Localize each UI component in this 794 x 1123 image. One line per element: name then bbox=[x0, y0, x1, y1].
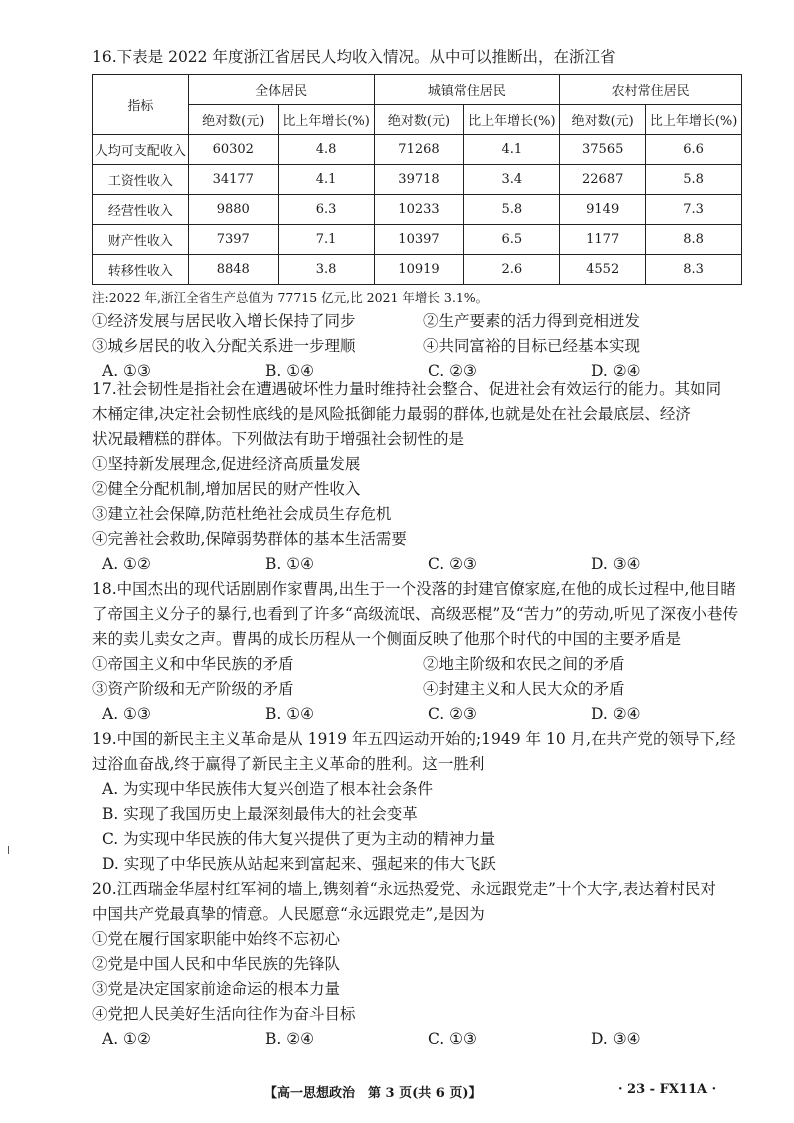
question-20 bbox=[92, 877, 754, 1052]
table-corner: 指标 bbox=[93, 75, 189, 135]
q17-stem-line: 17.社会韧性是指社会在遭遇破坏性力量时维持社会整合、促进社会有效运行的能力。其如同 bbox=[92, 380, 722, 398]
table-cell: 71268 bbox=[374, 135, 464, 165]
table-cell: 4.1 bbox=[464, 135, 560, 165]
sub-header: 绝对数(元) bbox=[188, 105, 278, 135]
question-19 bbox=[92, 727, 754, 877]
table-cell: 4.1 bbox=[278, 165, 374, 195]
q19-stem-line: 过浴血奋战,终于赢得了新民主主义革命的胜利。这一胜利 bbox=[92, 755, 485, 773]
q16-item: ①经济发展与居民收入增长保持了同步 bbox=[92, 312, 356, 330]
q18-option-b: B. ①④ bbox=[265, 705, 315, 723]
q16-items-row1 bbox=[92, 309, 754, 334]
row-label: 转移性收入 bbox=[93, 255, 189, 285]
q18-items-row1 bbox=[92, 652, 754, 677]
q20-option-b: B. ②④ bbox=[265, 1030, 315, 1048]
q17-option-d: D. ③④ bbox=[591, 555, 641, 573]
table-cell: 5.8 bbox=[646, 165, 742, 195]
group-header: 全体居民 bbox=[188, 75, 374, 105]
q18-item: ③资产阶级和无产阶级的矛盾 bbox=[92, 680, 294, 698]
q20-item: ②党是中国人民和中华民族的先锋队 bbox=[92, 955, 341, 973]
q18-item: ②地主阶级和农民之间的矛盾 bbox=[423, 655, 625, 673]
q19-option-c: C. 为实现中华民族的伟大复兴提供了更为主动的精神力量 bbox=[102, 830, 496, 848]
q19-option-b: B. 实现了我国历史上最深刻最伟大的社会变革 bbox=[102, 805, 418, 823]
table-cell: 10397 bbox=[374, 225, 464, 255]
q18-items-row2 bbox=[92, 677, 754, 702]
q17-item: ②健全分配机制,增加居民的财产性收入 bbox=[92, 480, 361, 498]
table-cell: 3.4 bbox=[464, 165, 560, 195]
row-label: 经营性收入 bbox=[93, 195, 189, 225]
table-cell: 6.3 bbox=[278, 195, 374, 225]
margin-mark bbox=[8, 846, 9, 854]
table-row bbox=[93, 255, 742, 285]
table-cell: 8848 bbox=[188, 255, 278, 285]
q18-options bbox=[92, 702, 754, 727]
table-cell: 4552 bbox=[560, 255, 646, 285]
table-cell: 1177 bbox=[560, 225, 646, 255]
question-17 bbox=[92, 377, 754, 577]
table-cell: 8.8 bbox=[646, 225, 742, 255]
q16-option-c: C. ②③ bbox=[428, 362, 477, 380]
question-18 bbox=[92, 577, 754, 727]
q20-option-c: C. ①③ bbox=[428, 1030, 477, 1048]
q19-stem-line: 19.中国的新民主主义革命是从 1919 年五四运动开始的;1949 年 10 月,在共产党的领导下,经 bbox=[92, 730, 736, 748]
q17-option-a: A. ①② bbox=[102, 555, 151, 573]
question-16 bbox=[92, 45, 754, 384]
table-cell: 2.6 bbox=[464, 255, 560, 285]
q20-option-a: A. ①② bbox=[102, 1030, 151, 1048]
sub-header: 绝对数(元) bbox=[374, 105, 464, 135]
table-row bbox=[93, 135, 742, 165]
table-cell: 22687 bbox=[560, 165, 646, 195]
table-cell: 60302 bbox=[188, 135, 278, 165]
table-note: 注:2022 年,浙江全省生产总值为 77715 亿元,比 2021 年增长 3.1%。 bbox=[92, 290, 489, 305]
q17-options bbox=[92, 552, 754, 577]
q19-option-d: D. 实现了中华民族从站起来到富起来、强起来的伟大飞跃 bbox=[102, 855, 496, 873]
q17-item: ①坚持新发展理念,促进经济高质量发展 bbox=[92, 455, 361, 473]
q18-item: ①帝国主义和中华民族的矛盾 bbox=[92, 655, 294, 673]
group-header: 农村常住居民 bbox=[560, 75, 742, 105]
q16-option-b: B. ①④ bbox=[265, 362, 315, 380]
table-cell: 7.1 bbox=[278, 225, 374, 255]
q16-item: ③城乡居民的收入分配关系进一步理顺 bbox=[92, 337, 356, 355]
sub-header: 比上年增长(%) bbox=[646, 105, 742, 135]
footer-code: · 23 - FX11A · bbox=[618, 1082, 717, 1097]
table-cell: 6.5 bbox=[464, 225, 560, 255]
q16-items-row2 bbox=[92, 334, 754, 359]
table-cell: 10233 bbox=[374, 195, 464, 225]
q20-option-d: D. ③④ bbox=[591, 1030, 641, 1048]
table-row bbox=[93, 165, 742, 195]
q16-option-d: D. ②④ bbox=[591, 362, 641, 380]
table-cell: 7397 bbox=[188, 225, 278, 255]
q18-option-c: C. ②③ bbox=[428, 705, 477, 723]
q16-stem: 16.下表是 2022 年度浙江省居民人均收入情况。从中可以推断出，在浙江省 bbox=[92, 48, 616, 66]
q17-option-b: B. ①④ bbox=[265, 555, 315, 573]
q16-item: ②生产要素的活力得到竞相迸发 bbox=[423, 312, 641, 330]
q20-item: ①党在履行国家职能中始终不忘初心 bbox=[92, 930, 341, 948]
q20-item: ③党是决定国家前途命运的根本力量 bbox=[92, 980, 341, 998]
q17-item: ③建立社会保障,防范杜绝社会成员生存危机 bbox=[92, 505, 392, 523]
sub-header: 比上年增长(%) bbox=[464, 105, 560, 135]
q18-stem-line: 了帝国主义分子的暴行,也看到了许多“高级流氓、高级恶棍”及“苦力”的劳动,听见了深夜小巷传 bbox=[92, 605, 739, 623]
table-cell: 5.8 bbox=[464, 195, 560, 225]
q20-stem-line: 中国共产党最真挚的情意。人民愿意“永远跟党走”,是因为 bbox=[92, 905, 485, 923]
table-cell: 7.3 bbox=[646, 195, 742, 225]
q17-stem-line: 状况最糟糕的群体。下列做法有助于增强社会韧性的是 bbox=[92, 430, 465, 448]
row-label: 工资性收入 bbox=[93, 165, 189, 195]
q20-options bbox=[92, 1027, 754, 1052]
q20-item: ④党把人民美好生活向往作为奋斗目标 bbox=[92, 1005, 356, 1023]
footer-page-info: 【高一思想政治 第 3 页(共 6 页)】 bbox=[264, 1086, 482, 1101]
group-header: 城镇常住居民 bbox=[374, 75, 560, 105]
table-cell: 8.3 bbox=[646, 255, 742, 285]
row-label: 人均可支配收入 bbox=[93, 135, 189, 165]
table-cell: 34177 bbox=[188, 165, 278, 195]
q16-option-a: A. ①③ bbox=[102, 362, 151, 380]
q17-item: ④完善社会救助,保障弱势群体的基本生活需要 bbox=[92, 530, 407, 548]
income-table bbox=[92, 74, 742, 285]
q18-stem-line: 来的卖儿卖女之声。曹禺的成长历程从一个侧面反映了他那个时代的中国的主要矛盾是 bbox=[92, 630, 682, 648]
q18-option-a: A. ①③ bbox=[102, 705, 151, 723]
table-body bbox=[93, 135, 742, 285]
table-row bbox=[93, 195, 742, 225]
table-cell: 39718 bbox=[374, 165, 464, 195]
table-cell: 4.8 bbox=[278, 135, 374, 165]
table-cell: 9149 bbox=[560, 195, 646, 225]
q17-option-c: C. ②③ bbox=[428, 555, 477, 573]
sub-header: 比上年增长(%) bbox=[278, 105, 374, 135]
q20-stem-line: 20.江西瑞金华屋村红军祠的墙上,镌刻着“永远热爱党、永远跟党走”十个大字,表达着村民对 bbox=[92, 880, 716, 898]
q18-stem-line: 18.中国杰出的现代话剧剧作家曹禺,出生于一个没落的封建官僚家庭,在他的成长过程中,他目睹 bbox=[92, 580, 736, 598]
q17-stem-line: 木桶定律,决定社会韧性底线的是风险抵御能力最弱的群体,也就是处在社会最底层、经济 bbox=[92, 405, 691, 423]
q18-item: ④封建主义和人民大众的矛盾 bbox=[423, 680, 625, 698]
q18-option-d: D. ②④ bbox=[591, 705, 641, 723]
row-label: 财产性收入 bbox=[93, 225, 189, 255]
table-cell: 37565 bbox=[560, 135, 646, 165]
q19-option-a: A. 为实现中华民族伟大复兴创造了根本社会条件 bbox=[102, 780, 434, 798]
q16-item: ④共同富裕的目标已经基本实现 bbox=[423, 337, 641, 355]
table-cell: 10919 bbox=[374, 255, 464, 285]
sub-header: 绝对数(元) bbox=[560, 105, 646, 135]
table-cell: 6.6 bbox=[646, 135, 742, 165]
table-cell: 3.8 bbox=[278, 255, 374, 285]
table-cell: 9880 bbox=[188, 195, 278, 225]
table-row bbox=[93, 225, 742, 255]
